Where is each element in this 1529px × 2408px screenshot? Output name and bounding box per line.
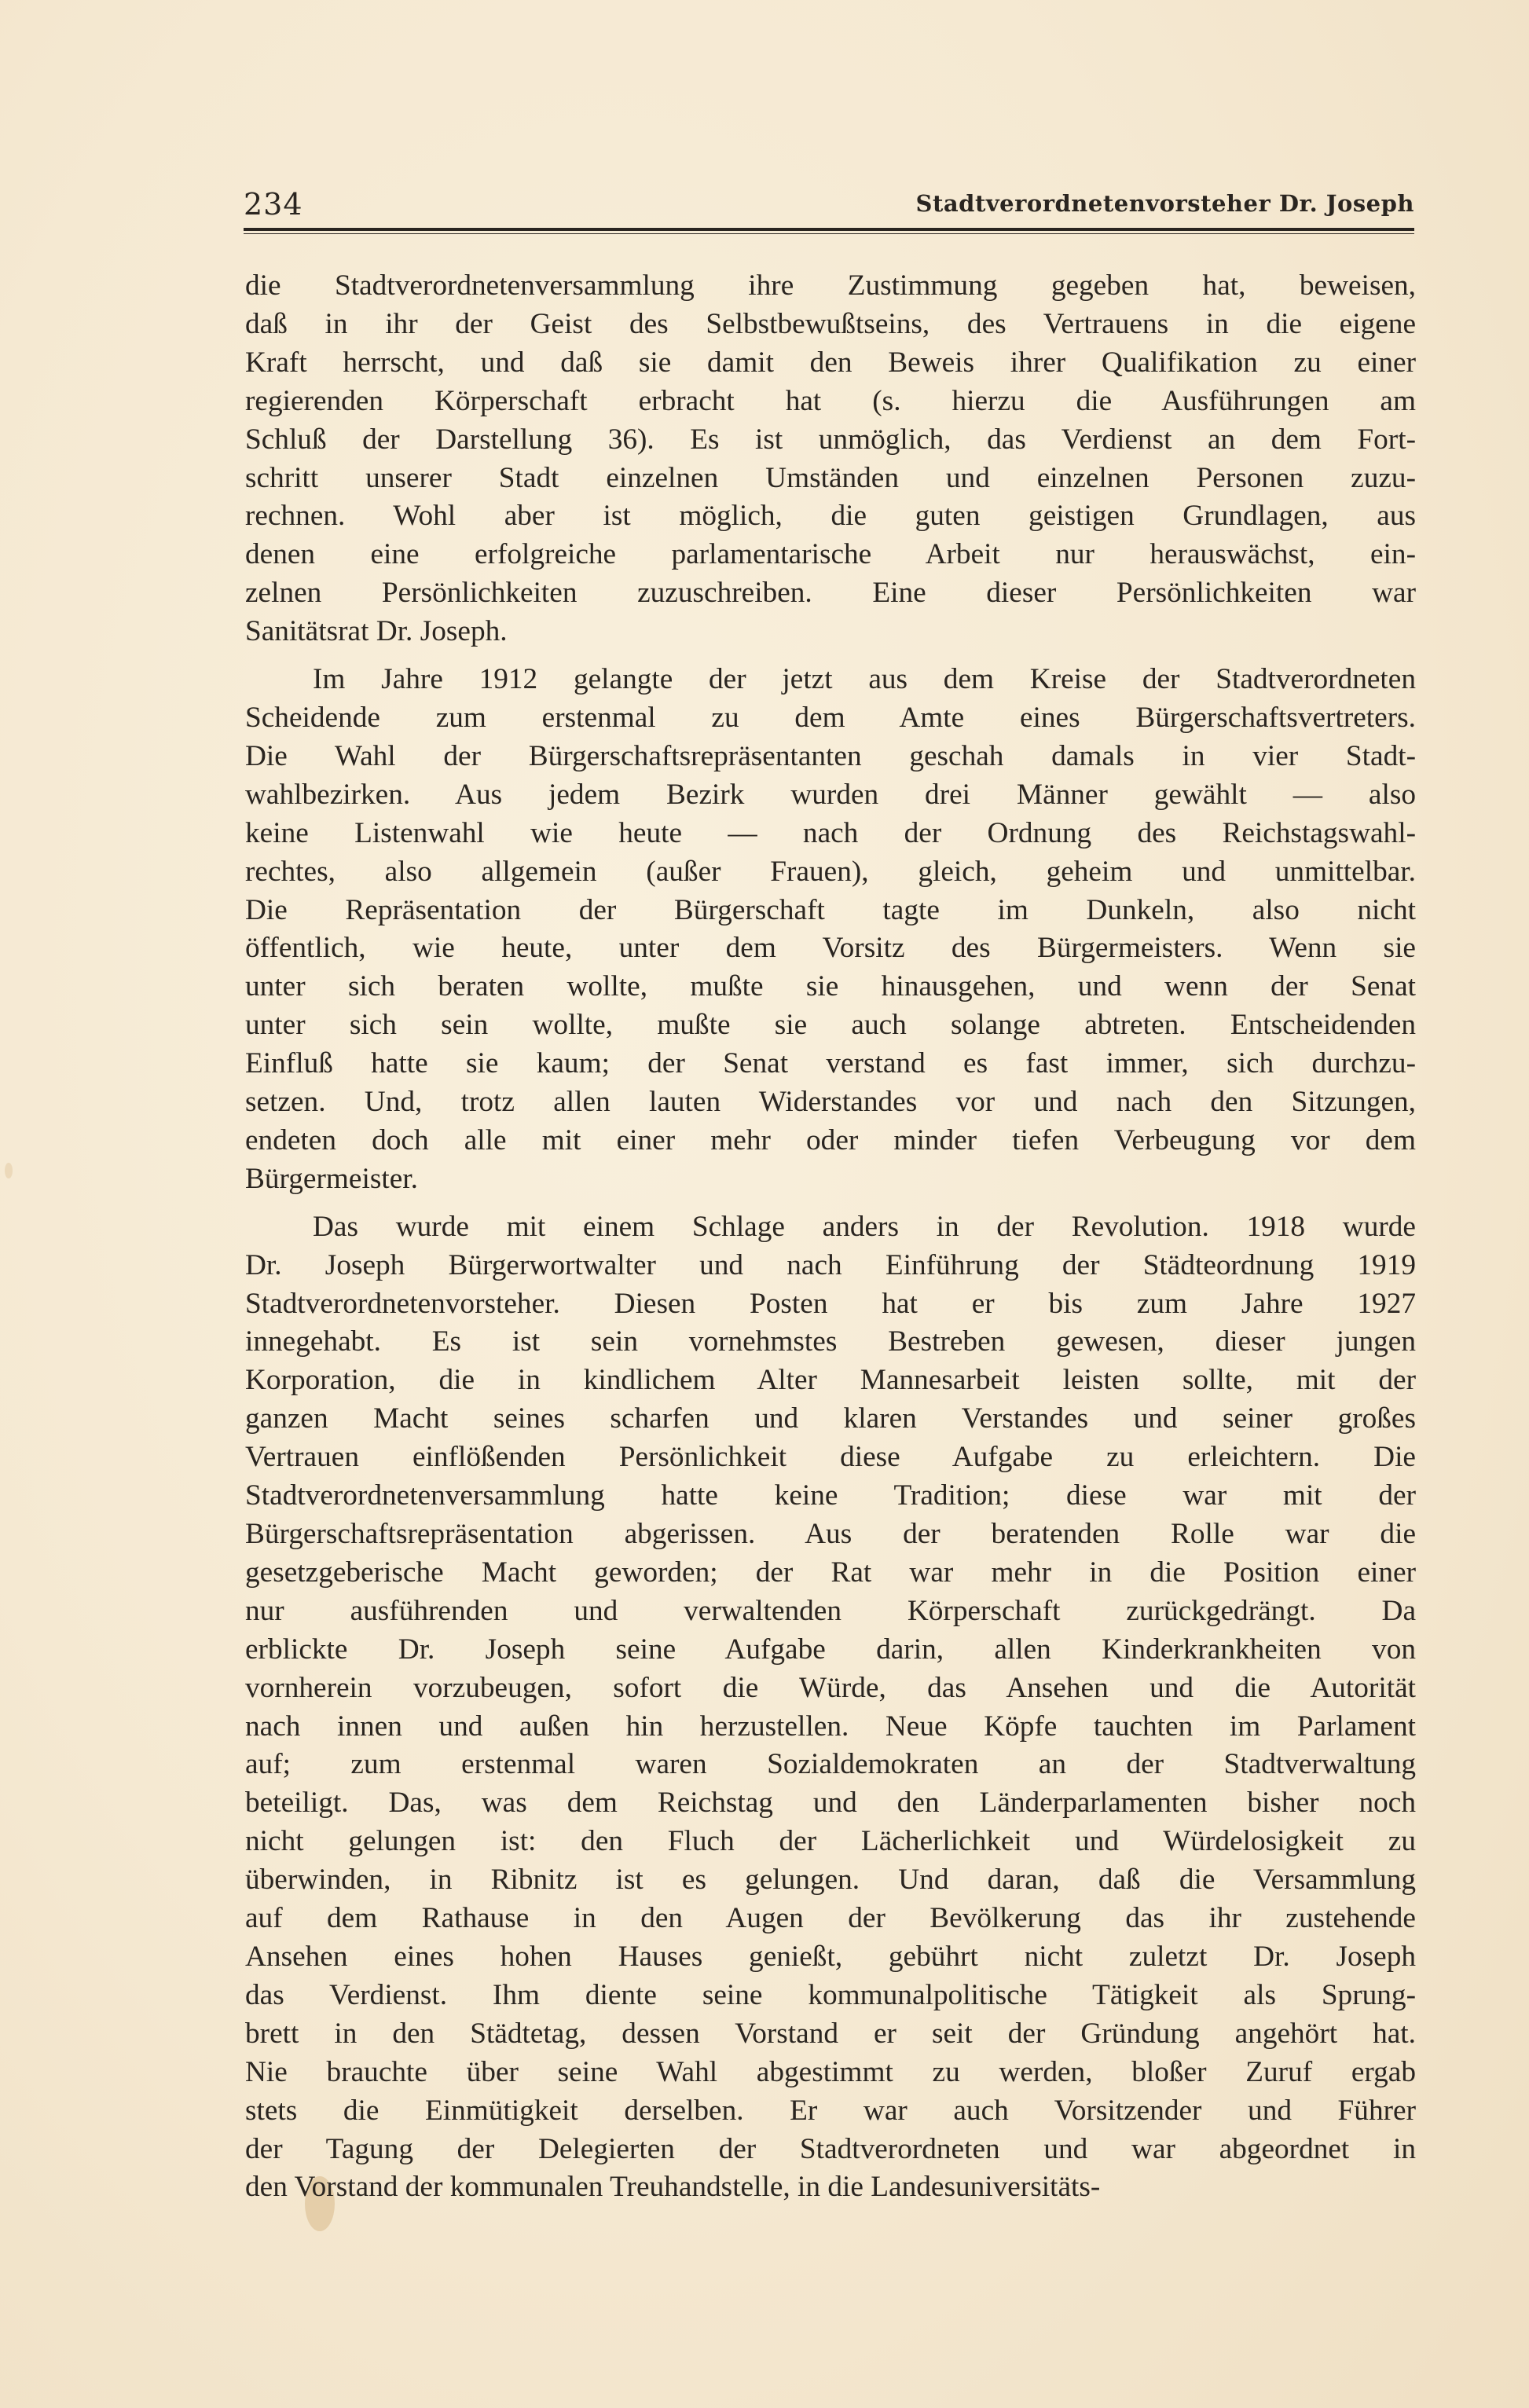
page-header [244,187,1414,231]
text-line: brett in den Städtetag, dessen Vorstand er seit der Gründung angehört hat. [245,2017,1416,2050]
text-line: Kraft herrscht, und daß sie damit den Beweis ihrer Qualifikation zu einer [245,346,1416,379]
text-line: Bürgerschaftsrepräsentation abgerissen. Aus der beratenden Rolle war die [245,1518,1416,1550]
text-line: vornherein vorzubeugen, sofort die Würde, das Ansehen und die Autorität [245,1671,1416,1704]
text-line: wahlbezirken. Aus jedem Bezirk wurden drei Männer gewählt — also [245,778,1416,811]
text-line: innegehabt. Es ist sein vornehmstes Bestreben gewesen, dieser jungen [245,1325,1416,1358]
text-line: setzen. Und, trotz allen lauten Widerstandes vor und nach den Sitzungen, [245,1086,1416,1119]
text-line: schritt unserer Stadt einzelnen Umständen und einzelnen Personen zuzu- [245,461,1416,494]
text-line: daß in ihr der Geist des Selbstbewußtseins, des Vertrauens in die eigene [245,307,1416,340]
text-line: Ansehen eines hohen Hauses genießt, gebührt nicht zuletzt Dr. Joseph [245,1940,1416,1973]
text-line: gesetzgeberische Macht geworden; der Rat war mehr in die Position einer [245,1556,1416,1589]
text-line: Das wurde mit einem Schlage anders in der Revolution. 1918 wurde [313,1210,1416,1243]
text-line: Stadtverordnetenvorsteher. Diesen Posten hat er bis zum Jahre 1927 [245,1287,1416,1320]
page-number: 234 [244,187,303,222]
text-line: überwinden, in Ribnitz ist es gelungen. Und daran, daß die Versammlung [245,1864,1416,1897]
body-text [245,267,1416,2216]
text-line: Stadtverordnetenversammlung hatte keine Tradition; diese war mit der [245,1479,1416,1512]
header-rule [244,228,1414,231]
text-line: nicht gelungen ist: den Fluch der Lächerlichkeit und Würdelosigkeit zu [245,1825,1416,1858]
text-line: regierenden Körperschaft erbracht hat (s. hierzu die Ausführungen am [245,384,1416,417]
paragraph-2 [245,661,1416,1199]
text-line: Schluß der Darstellung 36). Es ist unmöglich, das Verdienst an dem Fort- [245,423,1416,456]
text-line: die Stadtverordnetenversammlung ihre Zustimmung gegeben hat, beweisen, [245,269,1416,302]
text-line: Bürgermeister. [245,1162,418,1195]
text-line: öffentlich, wie heute, unter dem Vorsitz des Bürgermeisters. Wenn sie [245,932,1416,965]
text-line: ganzen Macht seines scharfen und klaren Verstandes und seiner großes [245,1402,1416,1435]
text-line: Nie brauchte über seine Wahl abgestimmt zu werden, bloßer Zuruf ergab [245,2055,1416,2088]
text-line: auf dem Rathause in den Augen der Bevölkerung das ihr zustehende [245,1902,1416,1935]
text-line: rechnen. Wohl aber ist möglich, die guten geistigen Grundlagen, aus [245,500,1416,533]
text-line: stets die Einmütigkeit derselben. Er war auch Vorsitzender und Führer [245,2094,1416,2127]
text-line: Die Wahl der Bürgerschaftsrepräsentanten geschah damals in vier Stadt- [245,739,1416,772]
text-line: Vertrauen einflößenden Persönlichkeit diese Aufgabe zu erleichtern. Die [245,1441,1416,1474]
paper-stain [5,1163,13,1178]
text-line: Sanitätsrat Dr. Joseph. [245,615,508,648]
text-line: den Vorstand der kommunalen Treuhandstelle, in die Landesuniversitäts- [245,2171,1101,2204]
text-line: beteiligt. Das, was dem Reichstag und den Länderparlamenten bisher noch [245,1787,1416,1820]
text-line: keine Listenwahl wie heute — nach der Ordnung des Reichstagswahl- [245,816,1416,849]
text-line: Im Jahre 1912 gelangte der jetzt aus dem Kreise der Stadtverordneten [313,663,1416,696]
text-line: denen eine erfolgreiche parlamentarische Arbeit nur herauswächst, ein- [245,538,1416,571]
text-line: das Verdienst. Ihm diente seine kommunalpolitische Tätigkeit als Sprung- [245,1978,1416,2011]
text-line: Einfluß hatte sie kaum; der Senat verstand es fast immer, sich durchzu- [245,1047,1416,1080]
text-line: Dr. Joseph Bürgerwortwalter und nach Einführung der Städteordnung 1919 [245,1248,1416,1281]
text-line: Die Repräsentation der Bürgerschaft tagte im Dunkeln, also nicht [245,893,1416,926]
text-line: nach innen und außen hin herzustellen. Neue Köpfe tauchten im Parlament [245,1710,1416,1743]
text-line: erblickte Dr. Joseph seine Aufgabe darin, allen Kinderkrankheiten von [245,1633,1416,1666]
running-head: Stadtverordnetenvorsteher Dr. Joseph [915,190,1414,217]
text-line: Korporation, die in kindlichem Alter Mannesarbeit leisten sollte, mit der [245,1364,1416,1397]
text-line: unter sich sein wollte, mußte sie auch solange abtreten. Entscheidenden [245,1009,1416,1042]
text-line: endeten doch alle mit einer mehr oder minder tiefen Verbeugung vor dem [245,1123,1416,1156]
text-line: Scheidende zum erstenmal zu dem Amte eines Bürgerschaftsvertreters. [245,701,1416,734]
text-line: der Tagung der Delegierten der Stadtverordneten und war abgeordnet in [245,2132,1416,2165]
text-line: nur ausführenden und verwaltenden Körperschaft zurückgedrängt. Da [245,1594,1416,1627]
paragraph-3 [245,1208,1416,2208]
text-line: unter sich beraten wollte, mußte sie hinausgehen, und wenn der Senat [245,970,1416,1003]
text-line: rechtes, also allgemein (außer Frauen), gleich, geheim und unmittelbar. [245,855,1416,888]
text-line: auf; zum erstenmal waren Sozialdemokraten an der Stadtverwaltung [245,1748,1416,1781]
header-rule-thin [244,233,1414,234]
text-line: zelnen Persönlichkeiten zuzuschreiben. Eine dieser Persönlichkeiten war [245,577,1416,610]
paragraph-1 [245,267,1416,651]
